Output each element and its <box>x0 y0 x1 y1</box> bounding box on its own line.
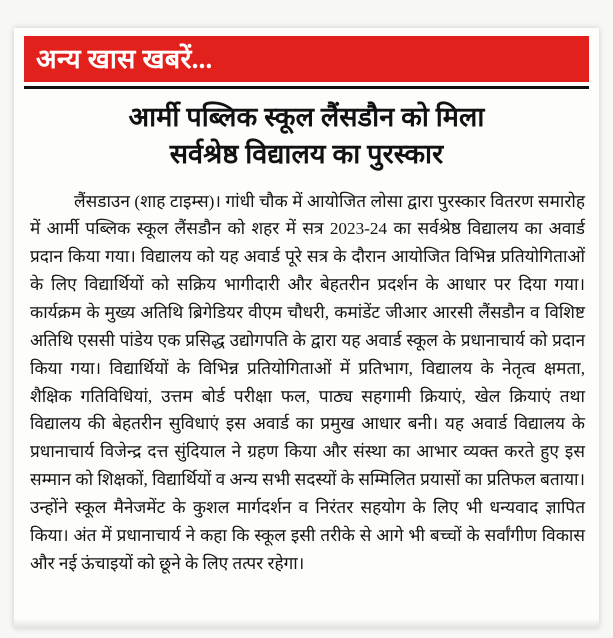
headline-line-1: आर्मी पब्लिक स्कूल लैंसडौन को मिला <box>128 102 485 132</box>
section-header-band <box>24 36 589 82</box>
headline-line-2: सर्वश्रेष्ठ विद्यालय का पुरस्कार <box>169 139 444 170</box>
header-divider-rule <box>24 86 589 89</box>
article-headline <box>32 99 581 174</box>
clipping-bottom-edge <box>14 618 599 628</box>
section-header-label: अन्य खास खबरें... <box>36 43 213 74</box>
article-body-text: लैंसडाउन (शाह टाइम्स)। गांधी चौक में आयोजित लोसा द्वारा पुरस्कार वितरण समारोह में आर्मी पब्लिक स्कूल लैंसडौन को शहर में सत्र 2023-24 का सर्वश्रेष्ठ विद्यालय का अवार्ड प्रदान किया गया। विद्यालय को यह अवार्ड पूरे सत्र के दौरान आयोजित विभिन्न प्रतियोगिताओं के लिए विद्यार्थियों को सक्रिय भागीदारी और बेहतरीन प्रदर्शन के आधार पर दिया गया। कार्यक्रम के मुख्य अतिथि ब्रिगेडियर वीएम चौधरी, कमांडेंट जीआर आरसी लैंसडौन व विशिष्ट अतिथि एससी पांडेय एक प्रसिद्ध उद्योगपति के द्वारा यह अवार्ड स्कूल के प्रधानाचार्य को प्रदान किया गया। विद्यार्थियों के विभिन्न प्रतियोगिताओं में प्रतिभाग, विद्यालय के नेतृत्व क्षमता, शैक्षिक गतिविधियां, उत्तम बोर्ड परीक्षा फल, पाठ्य सहगामी क्रियाएं, खेल क्रियाएं तथा विद्यालय की बेहतरीन सुविधाएं इस अवार्ड का प्रमुख आधार बनी। यह अवार्ड विद्यालय के प्रधानाचार्य विजेन्द्र दत्त सुंदियाल ने ग्रहण किया और संस्था का आभार व्यक्त करते हुए इस सम्मान को शिक्षकों, विद्यार्थियों व अन्य सभी सदस्यों के सम्मिलित प्रयासों का प्रतिफल बताया। उन्होंने स्कूल मैनेजमेंट के कुशल मार्गदर्शन व निरंतर सहयोग के लिए भी धन्यवाद ज्ञापित किया। अंत में प्रधानाचार्य ने कहा कि स्कूल इसी तरीके से आगे भी बच्चों के सर्वांगीण विकास और नई ऊंचाइयों को छूने के लिए तत्पर रहेगा। <box>30 191 585 573</box>
article-body <box>30 188 585 578</box>
news-clipping <box>14 28 599 628</box>
